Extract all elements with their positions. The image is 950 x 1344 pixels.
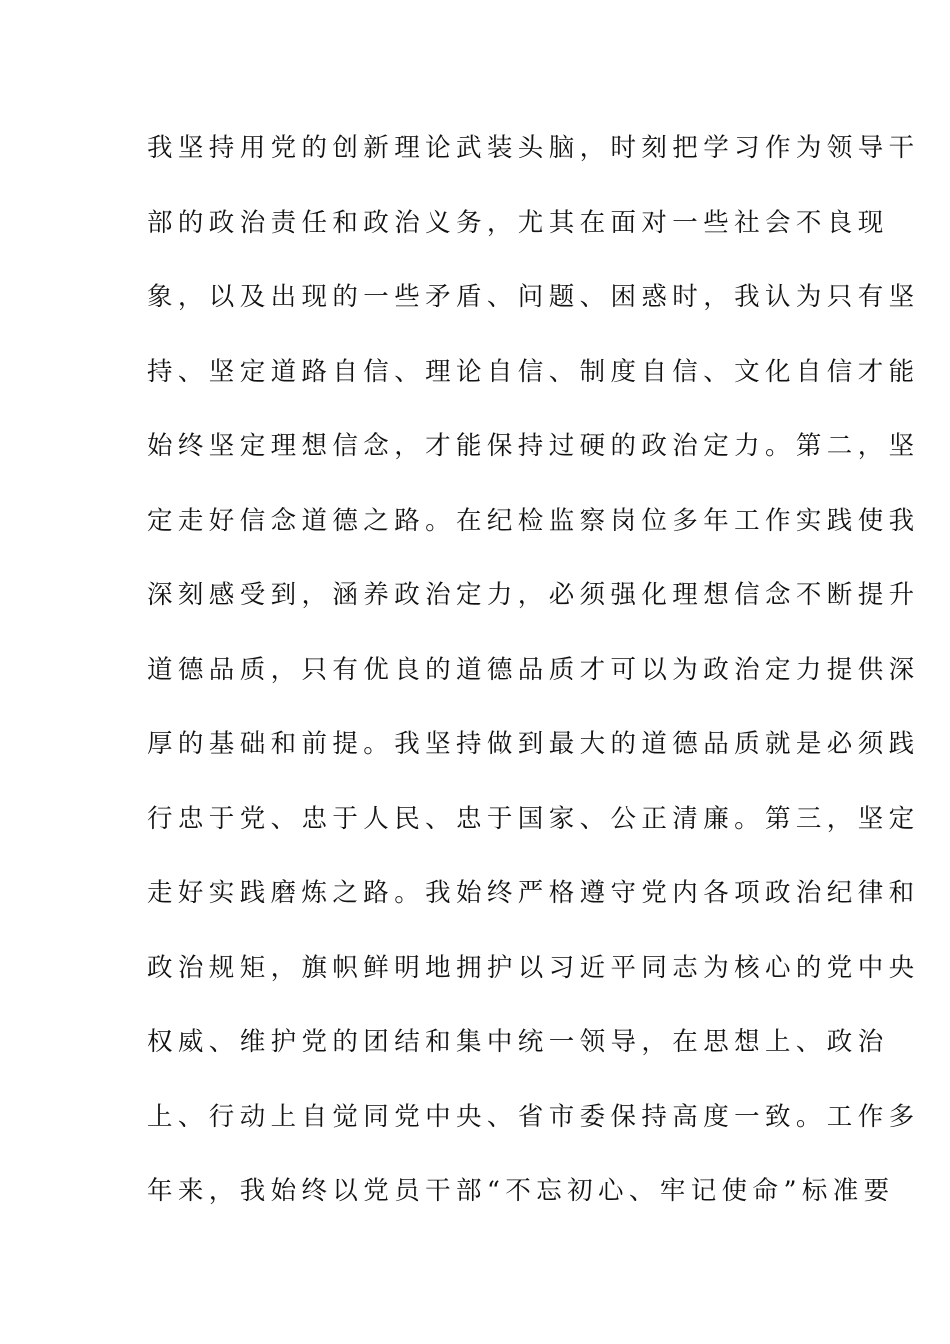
text-line: 始终坚定理想信念，才能保持过硬的政治定力。第二，坚 [147,431,920,461]
text-line: 年来，我始终以党员干部“不忘初心、牢记使命”标准要 [147,1176,895,1206]
text-line: 厚的基础和前提。我坚持做到最大的道德品质就是必须践 [147,729,920,759]
text-line: 深刻感受到，涵养政治定力，必须强化理想信念不断提升 [147,580,920,610]
text-line: 部的政治责任和政治义务，尤其在面对一些社会不良现 [147,207,889,238]
text-line: 行忠于党、忠于人民、忠于国家、公正清廉。第三，坚定 [147,803,920,834]
body-paragraph [147,123,920,1241]
text-line: 走好实践磨炼之路。我始终严格遵守党内各项政治纪律和 [147,878,920,908]
text-line: 象，以及出现的一些矛盾、问题、困惑时，我认为只有坚 [147,282,920,312]
text-line: 道德品质，只有优良的道德品质才可以为政治定力提供深 [147,654,920,685]
text-line: 政治规矩，旗帜鲜明地拥护以习近平同志为核心的党中央 [147,952,920,983]
text-line: 持、坚定道路自信、理论自信、制度自信、文化自信才能 [147,356,920,387]
text-line: 我坚持用党的创新理论武装头脑，时刻把学习作为领导干 [147,133,920,163]
text-line: 权威、维护党的团结和集中统一领导，在思想上、政治 [147,1027,889,1057]
text-line: 定走好信念道德之路。在纪检监察岗位多年工作实践使我 [147,505,920,536]
text-line: 上、行动上自觉同党中央、省市委保持高度一致。工作多 [147,1101,920,1132]
